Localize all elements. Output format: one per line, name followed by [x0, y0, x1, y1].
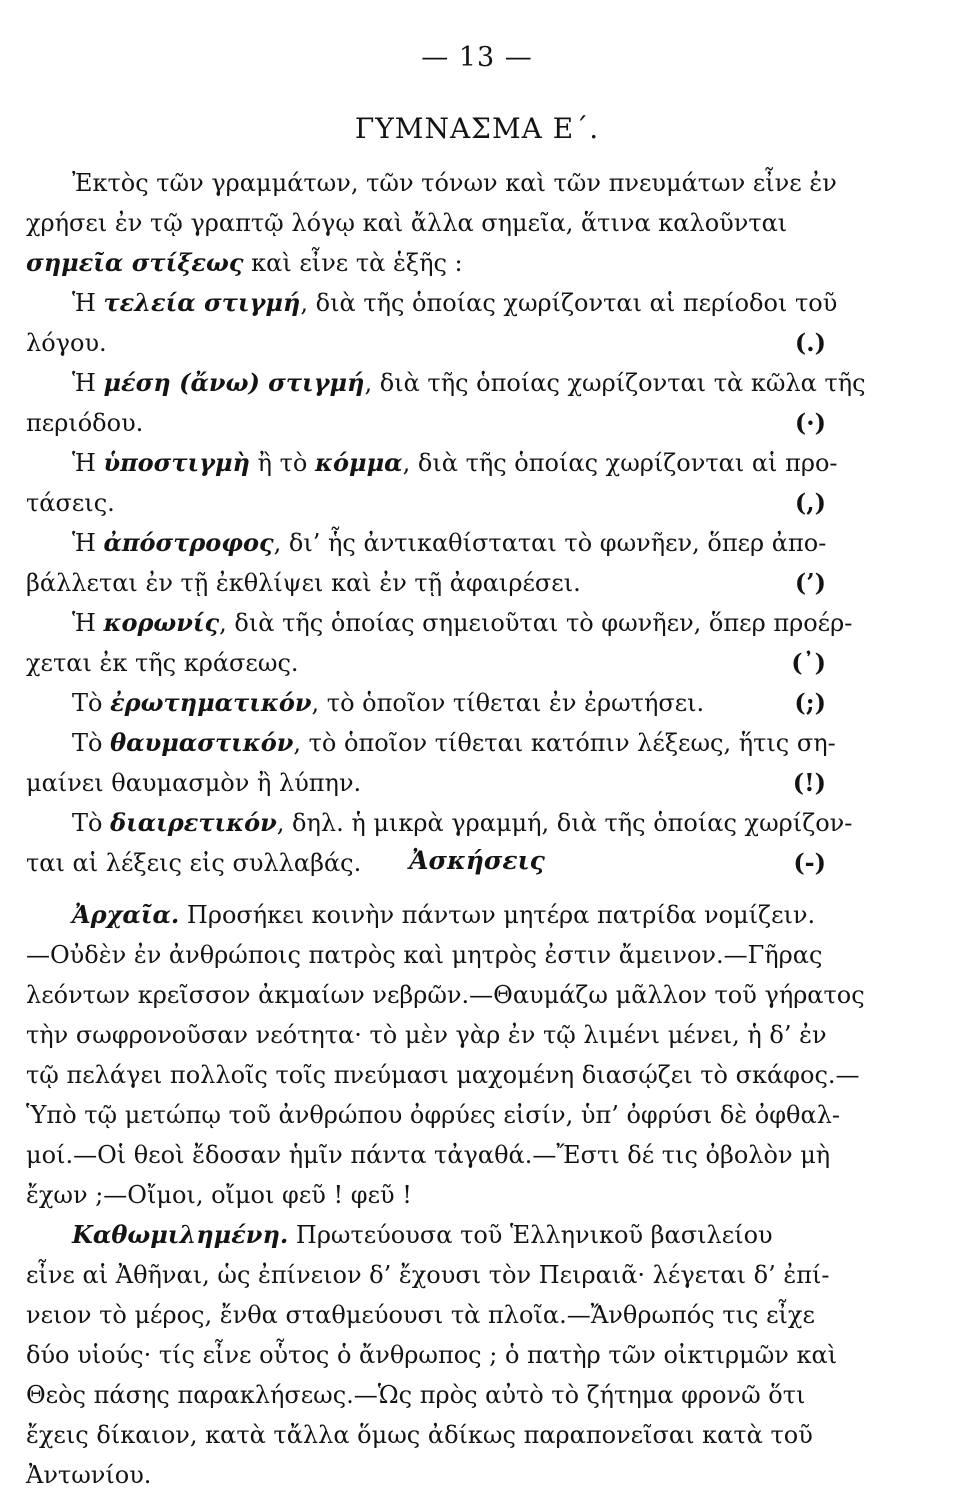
mark-exclamation-line-1: [26, 723, 834, 763]
symbol-question: (;): [794, 688, 826, 717]
intro-line-1: Ἐκτὸς τῶν γραμμάτων, τῶν τόνων καὶ τῶν πνευμάτων εἶνε ἐν: [72, 169, 837, 197]
ancient-line-3: λεόντων κρεῖσσον ἀκμαίων νεβρῶν.—Θαυμάζω μᾶλλον τοῦ γήρατος: [26, 981, 865, 1009]
term-comma-alt: ὑποστιγμὴ: [103, 448, 250, 477]
ancient-line-7: μοί.—Οἱ θεοὶ ἔδοσαν ἡμῖν πάντα τἀγαθά.—Ἔστι δέ τις ὀβολὸν μὴ: [26, 1141, 831, 1169]
ancient-line-4: τὴν σωφρονοῦσαν νεότητα· τὸ μὲν γὰρ ἐν τῷ λιμένι μένει, ἡ δ’ ἐν: [26, 1021, 827, 1049]
mark-question-line: [26, 683, 834, 723]
intro-tail: καὶ εἶνε τὰ ἑξῆς :: [251, 249, 463, 277]
mark-coronis-line-1: [26, 603, 853, 643]
mark-desc: , διὰ τῆς ὁποίας σημειοῦται τὸ φωνῆεν, ὅπερ προέρ-: [219, 609, 853, 637]
mark-desc-cont: περιόδου.: [26, 409, 144, 437]
ancient-line-6: Ὑπὸ τῷ μετώπῳ τοῦ ἀνθρώπου ὀφρύες εἰσίν, ὑπ’ ὀφρύσι δὲ ὀφθαλ-: [26, 1101, 841, 1129]
modern-label: Καθωμιλημένη.: [72, 1220, 289, 1249]
symbol-exclamation: (!): [792, 768, 826, 797]
ancient-line-1: [26, 895, 834, 935]
mark-desc-cont: βάλλεται ἐν τῇ ἐκθλίψει καὶ ἐν τῇ ἀφαιρέσει.: [26, 569, 581, 597]
mark-desc: , δι’ ἧς ἀντικαθίσταται τὸ φωνῆεν, ὅπερ ἀπο-: [273, 529, 827, 557]
symbol-coronis: (᾽): [791, 648, 826, 677]
mark-desc: , δηλ. ἡ μικρὰ γραμμή, διὰ τῆς ὁποίας χωρίζον-: [276, 809, 853, 837]
exercises-section: [26, 895, 865, 1495]
mark-pre: Τὸ: [72, 729, 111, 757]
mark-comma-line-2: [26, 483, 834, 523]
mark-mid: ἢ τὸ: [250, 449, 315, 477]
term-coronis: κορωνίς: [103, 608, 220, 637]
term-exclamation: θαυμαστικόν: [110, 728, 294, 757]
ancient-label: Ἀρχαῖα.: [72, 900, 180, 929]
modern-line-3: νειον τὸ μέρος, ἔνθα σταθμεύουσι τὰ πλοῖα.—Ἄνθρωπός τις εἶχε: [26, 1301, 815, 1329]
page-number: — 13 —: [421, 42, 533, 73]
modern-line-7: Ἀντωνίου.: [26, 1461, 152, 1489]
mark-pre: Ἡ: [72, 449, 104, 477]
mark-exclamation-line-2: [26, 763, 834, 803]
mark-comma-line-1: [26, 443, 838, 483]
mark-pre: Ἡ: [72, 369, 104, 397]
mark-apostrophe-line-2: [26, 563, 834, 603]
term-punctuation: σημεῖα στίξεως: [26, 248, 244, 277]
mark-desc: , διὰ τῆς ὁποίας χωρίζονται αἱ περίοδοι τοῦ: [300, 289, 838, 317]
mark-pre: Τὸ: [72, 689, 111, 717]
mark-desc-cont: ται αἱ λέξεις εἰς συλλαβάς.: [26, 849, 362, 877]
mark-pre: Τὸ: [72, 809, 111, 837]
symbol-comma: (,): [794, 488, 826, 517]
term-period: τελεία στιγμή: [103, 288, 301, 317]
punctuation-section: [26, 163, 866, 883]
mark-desc: , διὰ τῆς ὁποίας χωρίζονται αἱ προ-: [402, 449, 838, 477]
ancient-text: Προσήκει κοινὴν πάντων μητέρα πατρίδα νομίζειν.: [179, 901, 816, 929]
mark-desc-cont: λόγου.: [26, 329, 107, 357]
mark-desc: , διὰ τῆς ὁποίας χωρίζονται τὰ κῶλα τῆς: [364, 369, 866, 397]
symbol-period: (.): [794, 328, 826, 357]
mark-middot-line-2: [26, 403, 834, 443]
mark-hyphen-line-1: [26, 803, 853, 843]
ancient-line-8: ἔχων ;—Οἴμοι, οἴμοι φεῦ ! φεῦ !: [26, 1181, 412, 1209]
term-middot: μέση (ἄνω) στιγμή: [103, 368, 365, 397]
mark-middot-line-1: [26, 363, 866, 403]
modern-line-6: ἔχεις δίκαιον, κατὰ τἄλλα ὅμως ἀδίκως παραπονεῖσαι κατὰ τοῦ: [26, 1421, 813, 1449]
modern-line-5: Θεὸς πάσης παρακλήσεως.—Ὡς πρὸς αὐτὸ τὸ ζήτημα φρονῶ ὅτι: [26, 1381, 806, 1409]
ancient-line-5: τῷ πελάγει πολλοῖς τοῖς πνεύμασι μαχομένη διασῴζει τὸ σκάφος.—: [26, 1061, 860, 1089]
mark-period-line-2: [26, 323, 834, 363]
mark-pre: Ἡ: [72, 289, 104, 317]
term-hyphen: διαιρετικόν: [110, 808, 277, 837]
mark-apostrophe-line-1: [26, 523, 834, 563]
modern-line-4: δύο υἱούς· τίς εἶνε οὗτος ὁ ἄνθρωπος ; ὁ πατὴρ τῶν οἰκτιρμῶν καὶ: [26, 1341, 838, 1369]
term-question: ἐρωτηματικόν: [110, 688, 312, 717]
mark-period-line-1: [26, 283, 838, 323]
symbol-apostrophe: (’): [794, 568, 826, 597]
mark-pre: Ἡ: [72, 609, 104, 637]
symbol-middot: (·): [794, 408, 826, 437]
mark-desc-cont: τάσεις.: [26, 489, 115, 517]
term-comma: κόμμα: [315, 448, 403, 477]
modern-line-2: εἶνε αἱ Ἀθῆναι, ὡς ἐπίνειον δ’ ἔχουσι τὸν Πειραιᾶ· λέγεται δ’ ἐπί-: [26, 1261, 830, 1289]
exercises-heading: Ἀσκήσεις: [409, 846, 545, 875]
mark-desc-cont: μαίνει θαυμασμὸν ἢ λύπην.: [26, 769, 362, 797]
intro-line-3: [26, 243, 834, 283]
mark-coronis-line-2: [26, 643, 834, 683]
symbol-hyphen: (-): [793, 848, 826, 877]
mark-pre: Ἡ: [72, 529, 104, 557]
mark-desc-cont: χεται ἐκ τῆς κράσεως.: [26, 649, 299, 677]
page-title: ΓΥΜΝΑΣΜΑ Ε΄.: [354, 112, 600, 145]
mark-desc: , τὸ ὁποῖον τίθεται κατόπιν λέξεως, ἥτις ση-: [293, 729, 836, 757]
term-apostrophe: ἀπόστροφος: [103, 528, 274, 557]
ancient-line-2: —Οὐδὲν ἐν ἀνθρώποις πατρὸς καὶ μητρὸς ἐστιν ἄμεινον.—Γῆρας: [26, 941, 823, 969]
intro-line-2: χρήσει ἐν τῷ γραπτῷ λόγῳ καὶ ἄλλα σημεῖα, ἅτινα καλοῦνται: [26, 209, 788, 237]
mark-desc: , τὸ ὁποῖον τίθεται ἐν ἐρωτήσει.: [311, 689, 705, 717]
modern-line-1: [26, 1215, 834, 1255]
modern-text: Πρωτεύουσα τοῦ Ἑλληνικοῦ βασιλείου: [288, 1221, 773, 1249]
